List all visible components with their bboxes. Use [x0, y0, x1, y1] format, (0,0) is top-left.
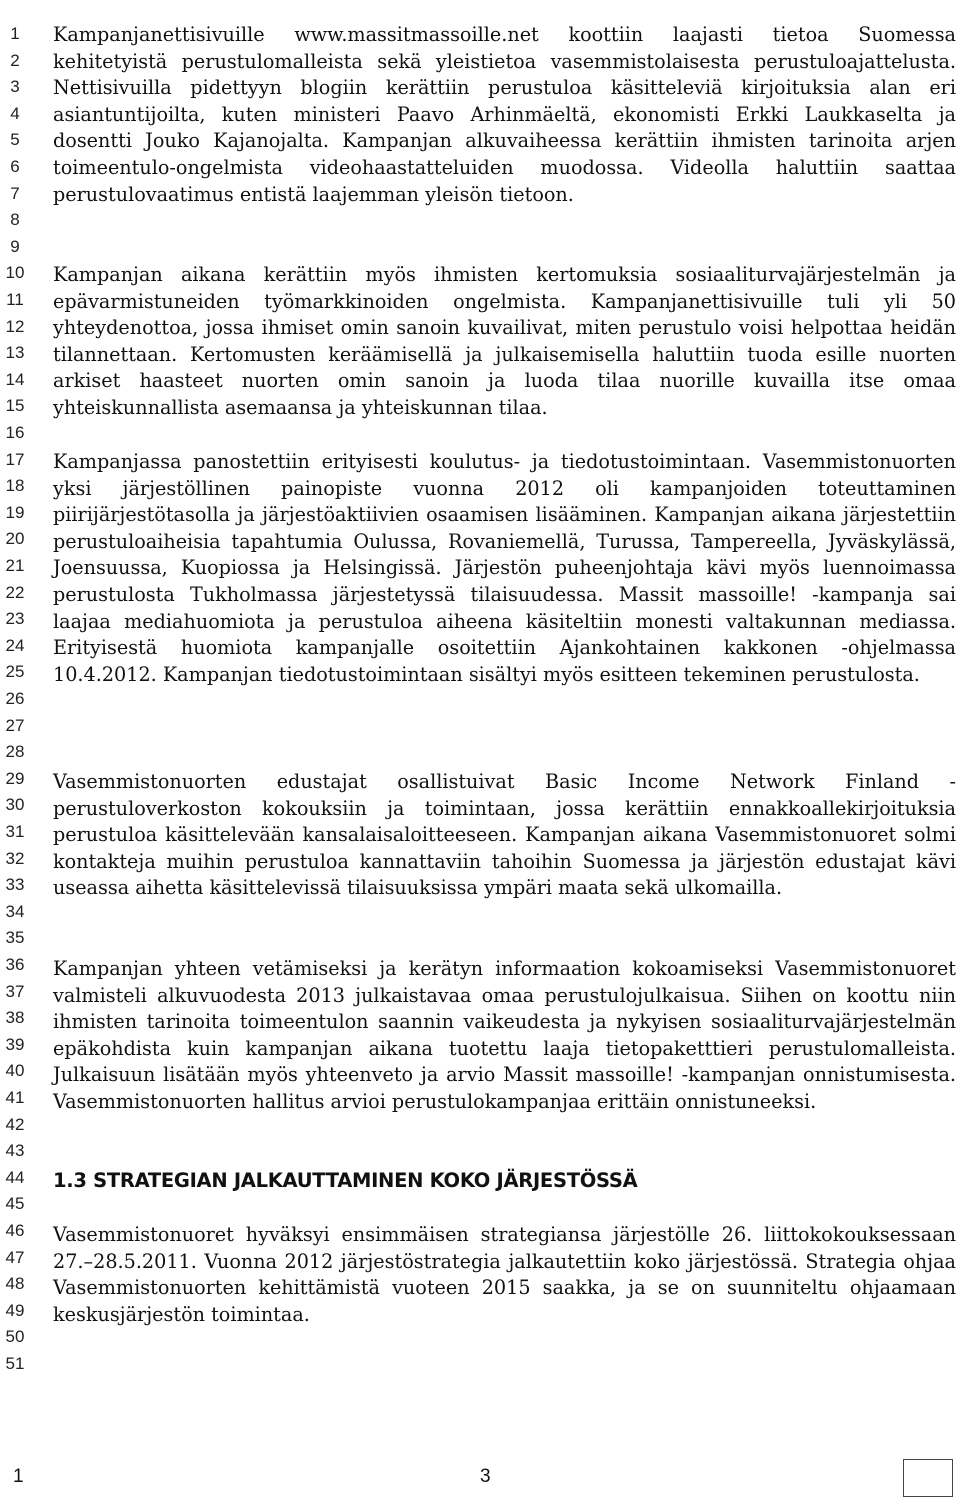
line-number: 30	[5, 795, 25, 815]
footer-left-number: 1	[13, 1466, 24, 1487]
line-number: 31	[5, 822, 25, 841]
line-number: 28	[5, 742, 25, 762]
line-number: 41	[5, 1088, 25, 1107]
line-number: 13	[5, 343, 25, 363]
line-number: 35	[5, 928, 25, 948]
line-number: 3	[10, 77, 20, 97]
line-number: 23	[5, 609, 25, 629]
line-number: 34	[5, 901, 25, 921]
line-number: 49	[5, 1300, 25, 1320]
paragraph-1: Kampanjanettisivuille www.massitmassoille.net koottiin laajasti tietoa Suomessa kehitetyistä perustulomalleista sekä yleistietoa vasemmistolaisesta perustuloajattelusta. Nettisivuilla pidettyyn blogiin kerättiin perustuloa käsitteleviä kirjoituksia alan eri asiantuntijoilta, kuten ministeri Paavo Arhinmäeltä, ekonomisti Erkki Laukkaselta ja dosentti Jouko Kajanojalta. Kampanjan alkuvaiheessa kerättiin ihmisten tarinoita arjen toimeentulo-ongelmista videohaastatteluiden muodossa. Videolla haluttiin saattaa perustulovaatimus entistä laajemman yleisön tietoon.	[53, 23, 956, 206]
line-number: 1	[10, 24, 20, 43]
line-number: 47	[5, 1247, 25, 1267]
line-number: 16	[5, 423, 25, 442]
line-number: 51	[5, 1354, 25, 1373]
line-number: 32	[5, 848, 25, 868]
line-number: 24	[5, 635, 25, 655]
line-number: 45	[5, 1194, 25, 1214]
line-number: 44	[5, 1167, 25, 1187]
paragraph-5: Kampanjan yhteen vetämiseksi ja kerätyn informaation kokoamiseksi Vasemmistonuoret valmisteli alkuvuodesta 2013 julkaistavaa omaa perustulojulkaisua. Siihen on koottu niin ihmisten tarinoita toimeentulon saannin vaikeudesta ja nykyisen sosiaaliturvajärjestelmän epäkohdista kuin kampanjan aikana tuotettu laaja tietopaketttieri perustulomalleista. Julkaisuun lisätään myös yhteenveto ja arvio Massit massoille! -kampanjan onnistumisesta. Vasemmistonuorten hallitus arvioi perustulokampanjaa erittäin onnistuneeksi.	[53, 957, 956, 1113]
line-number: 5	[10, 130, 20, 150]
line-number: 27	[5, 715, 25, 735]
line-number: 38	[5, 1008, 25, 1028]
line-number: 50	[5, 1327, 25, 1347]
line-number: 46	[5, 1221, 25, 1240]
line-number: 10	[5, 263, 25, 283]
line-number: 8	[10, 210, 20, 230]
line-number: 37	[5, 981, 25, 1001]
line-number: 22	[5, 582, 25, 602]
line-number: 6	[10, 157, 20, 176]
paragraph-3: Kampanjassa panostettiin erityisesti koulutus- ja tiedotustoimintaan. Vasemmistonuorten yksi järjestöllinen painopiste vuonna 2012 oli kampanjoiden toteuttaminen piirijärjestötasolla ja järjestöaktiivien osaamisen lisääminen. Kampanjan aikana järjestettiin perustuloaiheisia tapahtumia Oulussa, Rovaniemellä, Turussa, Tampereella, Jyväskylässä, Joensuussa, Kuopiossa ja Helsingissä. Järjestön puheenjohtaja kävi myös luennoimassa perustulosta Tukholmassa järjestetyssä tilaisuudessa. Massit massoille! -kampanja sai laajaa mediahuomiota ja perustuloa aiheena käsiteltiin monesti valtakunnan mediassa. Erityisestä huomiota kampanjalle osoitettiin Ajankohtainen kakkonen -ohjelmassa 10.4.2012. Kampanjan tiedotustoimintaan sisältyi myös esitteen tekeminen perustulosta.	[53, 450, 956, 686]
line-number: 11	[6, 290, 24, 309]
line-number: 43	[5, 1141, 25, 1161]
line-number: 17	[5, 449, 25, 469]
line-number: 40	[5, 1061, 25, 1081]
page-number: 3	[480, 1466, 491, 1487]
line-number: 36	[5, 955, 25, 974]
line-number: 2	[10, 50, 20, 70]
footer-box	[903, 1459, 953, 1497]
line-number: 15	[5, 396, 25, 416]
line-number: 25	[5, 662, 25, 682]
line-number: 42	[5, 1114, 25, 1134]
paragraph-4: Vasemmistonuorten edustajat osallistuivat Basic Income Network Finland -perustuloverkoston kokouksiin ja toimintaan, jossa kerättiin ennakkoallekirjoituksia perustuloa käsittelevään kansalaisaloitteeseen. Kampanjan aikana Vasemmistonuoret solmi kontakteja muihin perustuloa kannattaviin tahoihin Suomessa ja järjestön edustajat kävi useassa aihetta käsittelevissä tilaisuuksissa ympäri maata sekä ulkomailla.	[53, 770, 956, 900]
line-number: 33	[5, 875, 25, 895]
line-number: 20	[5, 529, 25, 549]
line-number: 26	[5, 689, 25, 708]
paragraph-6: Vasemmistonuoret hyväksyi ensimmäisen strategiansa järjestölle 26. liittokokouksessaan 27.–28.5.2011. Vuonna 2012 järjestöstrategia jalkautettiin koko järjestössä. Strategia ohjaa Vasemmistonuorten kehittämistä vuoteen 2015 saakka, ja se on suunniteltu ohjaamaan keskusjärjestön toimintaa.	[53, 1223, 956, 1326]
line-number: 48	[5, 1274, 25, 1294]
line-number: 18	[5, 476, 25, 496]
line-number: 4	[10, 103, 20, 123]
line-number: 29	[5, 768, 25, 788]
section-heading: 1.3 STRATEGIAN JALKAUTTAMINEN KOKO JÄRJESTÖSSÄ	[53, 1169, 638, 1192]
line-number: 21	[5, 556, 25, 575]
line-number: 14	[5, 369, 25, 389]
line-number: 12	[5, 316, 25, 336]
line-number: 39	[5, 1034, 25, 1054]
line-number: 19	[5, 502, 25, 522]
line-number: 9	[10, 236, 20, 256]
line-number: 7	[10, 183, 20, 203]
paragraph-2: Kampanjan aikana kerättiin myös ihmisten kertomuksia sosiaaliturvajärjestelmän ja epävarmistuneiden työmarkkinoiden ongelmista. Kampanjanettisivuille tuli yli 50 yhteydenottoa, jossa ihmiset omin sanoin kuvailivat, miten perustulo voisi helpottaa heidän tilannettaan. Kertomusten keräämisellä ja julkaisemisella haluttiin tuoda esille nuorten arkiset haasteet nuorten omin sanoin ja luoda tilaa nuorille kuvailla itse omaa yhteiskunnallista asemaansa ja yhteiskunnan tilaa.	[53, 263, 956, 419]
